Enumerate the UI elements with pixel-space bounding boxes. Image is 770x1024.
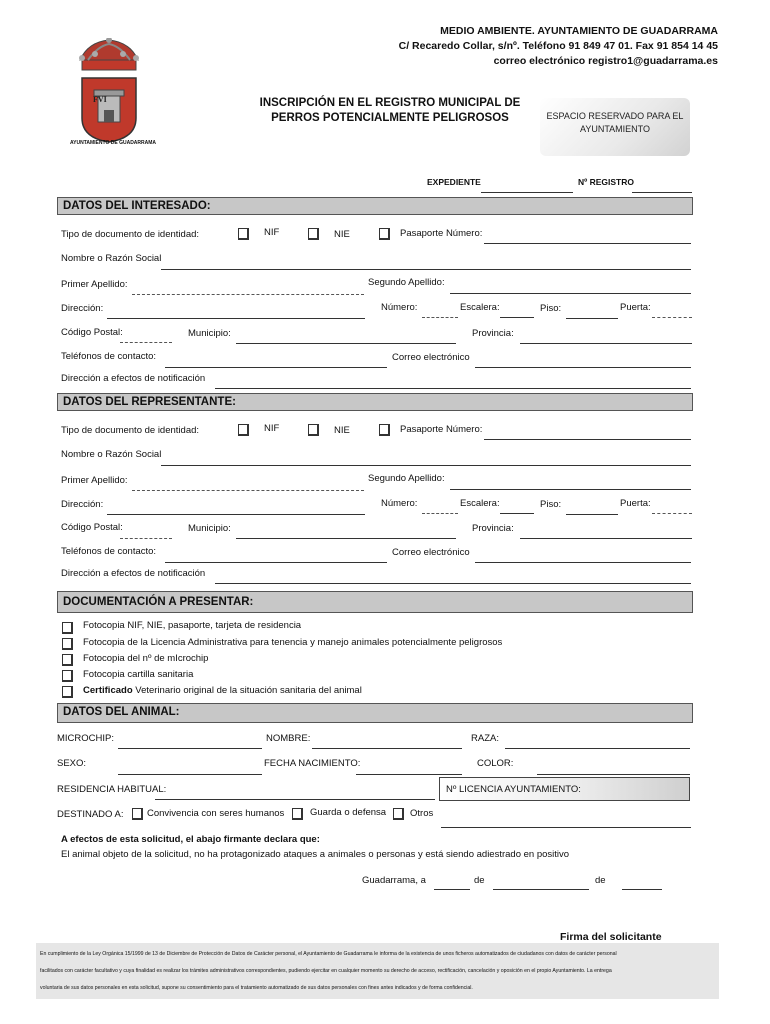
int-pasaporte-checkbox[interactable] [379,228,390,240]
animal-sexo-label: SEXO: [57,758,87,769]
rep-numero-label: Número: [381,498,418,509]
int-piso-field[interactable] [566,318,618,319]
doc-item-1-label: Fotocopia NIF, NIE, pasaporte, tarjeta de residencia [83,620,302,631]
int-doc-number-field[interactable] [484,243,691,244]
animal-nombre-label: NOMBRE: [266,733,311,744]
mes-field[interactable] [493,889,589,890]
animal-color-label: COLOR: [477,758,514,769]
rep-escalera-field[interactable] [500,513,534,514]
rep-numero-field[interactable] [422,513,458,514]
section-representante: DATOS DEL REPRESENTANTE: [57,393,693,411]
int-correo-field[interactable] [475,367,691,368]
int-pasaporte-label: Pasaporte Número: [400,228,483,239]
animal-fecha-field[interactable] [356,774,462,775]
section-animal: DATOS DEL ANIMAL: [57,703,693,723]
rep-telefonos-label: Teléfonos de contacto: [61,546,157,557]
registro-label: Nº REGISTRO [578,177,634,187]
rep-escalera-label: Escalera: [460,498,500,509]
int-primer-apellido-label: Primer Apellido: [61,279,128,290]
rep-puerta-field[interactable] [652,513,692,514]
rep-notificacion-label: Dirección a efectos de notificación [61,568,206,579]
footer-line-2: facilitados con carácter facultativo y cuya finalidad es realizar los trámites administrativos correspondientes, pudiendo ejercitar en cualquier momento su derecho de acceso, rectificación, cancelación y oposición en el propio Ayuntamiento. La entrega [40,968,612,974]
int-correo-label: Correo electrónico [392,352,470,363]
privacy-footer [36,943,719,999]
int-cp-label: Código Postal: [61,327,123,338]
int-direccion-label: Dirección: [61,303,104,314]
lugar-label: Guadarrama, a [362,875,426,886]
otros-field[interactable] [441,827,691,828]
int-nombre-label: Nombre o Razón Social [61,253,162,264]
int-nombre-field[interactable] [161,269,691,270]
footer-line-3: voluntaria de sus datos personales en esta solicitud, supone su consentimiento para el tratamiento automatizado de sus datos personales con fines antes indicados y de forma confidencial. [40,985,473,991]
rep-provincia-field[interactable] [520,538,692,539]
footer-line-1: En cumplimiento de la Ley Orgánica 15/1999 de 13 de Diciembre de Protección de Datos de Carácter personal, el Ayuntamiento de Guadarrama le informa de la existencia de unos ficheros automatizados de ciudadanos con datos de carácter personal [40,951,617,957]
int-nie-label: NIE [334,229,350,240]
declaracion-text: El animal objeto de la solicitud, no ha protagonizado ataques a animales o personas y está siendo adiestrado en positivo [61,849,570,860]
rep-pasaporte-label: Pasaporte Número: [400,424,483,435]
int-provincia-field[interactable] [520,343,692,344]
int-direccion-field[interactable] [107,318,365,319]
int-municipio-label: Municipio: [188,328,231,339]
int-doc-type-label: Tipo de documento de identidad: [61,229,200,240]
logo-caption: AYUNTAMIENTO DE GUADARRAMA [70,140,157,146]
int-puerta-field[interactable] [652,317,692,318]
rep-primer-apellido-field[interactable] [132,490,364,491]
rep-correo-label: Correo electrónico [392,547,470,558]
crown-shield-icon [68,38,150,146]
int-municipio-field[interactable] [236,343,456,344]
doc-item-1-checkbox[interactable] [62,622,73,634]
int-segundo-apellido-label: Segundo Apellido: [368,277,445,288]
de2-label: de [595,875,606,886]
doc-item-2-label: Fotocopia de la Licencia Administrativa para tenencia y manejo animales potencialmente peligrosos [83,637,503,648]
rep-nie-label: NIE [334,425,350,436]
rep-pasaporte-checkbox[interactable] [379,424,390,436]
doc-item-2-checkbox[interactable] [62,638,73,650]
animal-raza-label: RAZA: [471,733,499,744]
crest-logo [68,38,150,146]
rep-municipio-label: Municipio: [188,523,231,534]
doc-item-5-checkbox[interactable] [62,686,73,698]
animal-destinado-label: DESTINADO A: [57,809,124,820]
animal-sexo-field[interactable] [118,774,262,775]
certificado-bold: Certificado [83,685,133,696]
convivencia-checkbox[interactable] [132,808,143,820]
header-org: MEDIO AMBIENTE. AYUNTAMIENTO DE GUADARRAMA [440,25,718,37]
doc-item-4-label: Fotocopia cartilla sanitaria [83,669,194,680]
rep-cp-label: Código Postal: [61,522,123,533]
int-nie-checkbox[interactable] [308,228,319,240]
rep-doc-type-label: Tipo de documento de identidad: [61,425,200,436]
dia-field[interactable] [434,889,470,890]
rep-primer-apellido-label: Primer Apellido: [61,475,128,486]
rep-piso-field[interactable] [566,514,618,515]
expediente-label: EXPEDIENTE [427,177,481,187]
doc-item-3-checkbox[interactable] [62,654,73,666]
rep-doc-number-field[interactable] [484,439,691,440]
reserved-space-box: ESPACIO RESERVADO PARA EL AYUNTAMIENTO [540,98,690,156]
animal-microchip-label: MICROCHIP: [57,733,114,744]
rep-cp-field[interactable] [120,538,172,539]
rep-segundo-apellido-field[interactable] [450,489,691,490]
int-provincia-label: Provincia: [472,328,514,339]
rep-nif-label: NIF [264,423,280,434]
int-notificacion-label: Dirección a efectos de notificación [61,373,206,384]
animal-nombre-field[interactable] [312,748,462,749]
anio-field[interactable] [622,889,662,890]
int-puerta-label: Puerta: [620,302,651,313]
rep-direccion-label: Dirección: [61,499,104,510]
rep-nombre-field[interactable] [161,465,691,466]
rep-correo-field[interactable] [475,562,691,563]
rep-piso-label: Piso: [540,499,562,510]
int-numero-label: Número: [381,302,418,313]
int-escalera-field[interactable] [500,317,534,318]
expediente-field[interactable] [481,192,573,193]
otros-checkbox[interactable] [393,808,404,820]
int-notificacion-field[interactable] [215,388,691,389]
rep-direccion-field[interactable] [107,514,365,515]
certificado-rest: Veterinario original de la situación sanitaria del animal [132,685,362,696]
int-segundo-apellido-field[interactable] [450,293,691,294]
rep-notificacion-field[interactable] [215,583,691,584]
animal-raza-field[interactable] [505,748,690,749]
firma-label: Firma del solicitante [560,931,662,943]
animal-licencia-label: Nº LICENCIA AYUNTAMIENTO: [446,784,581,795]
animal-fecha-label: FECHA NACIMIENTO: [264,758,361,769]
rep-nie-checkbox[interactable] [308,424,319,436]
rep-provincia-label: Provincia: [472,523,514,534]
guarda-label: Guarda o defensa [310,807,387,818]
int-primer-apellido-field[interactable] [132,294,364,295]
crest-letters: FVI [93,95,107,104]
int-escalera-label: Escalera: [460,302,500,313]
otros-label: Otros [410,808,434,819]
animal-residencia-field[interactable] [155,799,435,800]
doc-item-5-label [83,685,362,696]
rep-telefonos-field[interactable] [165,562,387,563]
section-interesado: DATOS DEL INTERESADO: [57,197,693,215]
section-documentacion: DOCUMENTACIÓN A PRESENTAR: [57,591,693,613]
header-email: correo electrónico registro1@guadarrama.es [493,55,718,67]
int-telefonos-field[interactable] [165,367,387,368]
rep-nombre-label: Nombre o Razón Social [61,449,162,460]
form-title-line1: INSCRIPCIÓN EN EL REGISTRO MUNICIPAL DE [259,97,521,109]
rep-puerta-label: Puerta: [620,498,651,509]
declaracion-heading: A efectos de esta solicitud, el abajo firmante declara que: [61,834,320,845]
doc-item-3-label: Fotocopia del nº de mIcrochip [83,653,209,664]
int-numero-field[interactable] [422,317,458,318]
int-cp-field[interactable] [120,342,172,343]
animal-residencia-label: RESIDENCIA HABITUAL: [57,784,167,795]
int-telefonos-label: Teléfonos de contacto: [61,351,157,362]
int-piso-label: Piso: [540,303,562,314]
rep-nif-checkbox[interactable] [238,424,249,436]
convivencia-label: Convivencia con seres humanos [147,808,285,819]
rep-segundo-apellido-label: Segundo Apellido: [368,473,445,484]
doc-item-4-checkbox[interactable] [62,670,73,682]
rep-municipio-field[interactable] [236,538,456,539]
animal-microchip-field[interactable] [118,748,262,749]
form-title-line2: PERROS POTENCIALMENTE PELIGROSOS [271,112,509,124]
int-nif-label: NIF [264,227,280,238]
header-address: C/ Recaredo Collar, s/nº. Teléfono 91 849 47 01. Fax 91 854 14 45 [398,40,718,52]
de1-label: de [474,875,485,886]
animal-color-field[interactable] [537,774,690,775]
int-nif-checkbox[interactable] [238,228,249,240]
guarda-checkbox[interactable] [292,808,303,820]
registro-field[interactable] [632,192,692,193]
